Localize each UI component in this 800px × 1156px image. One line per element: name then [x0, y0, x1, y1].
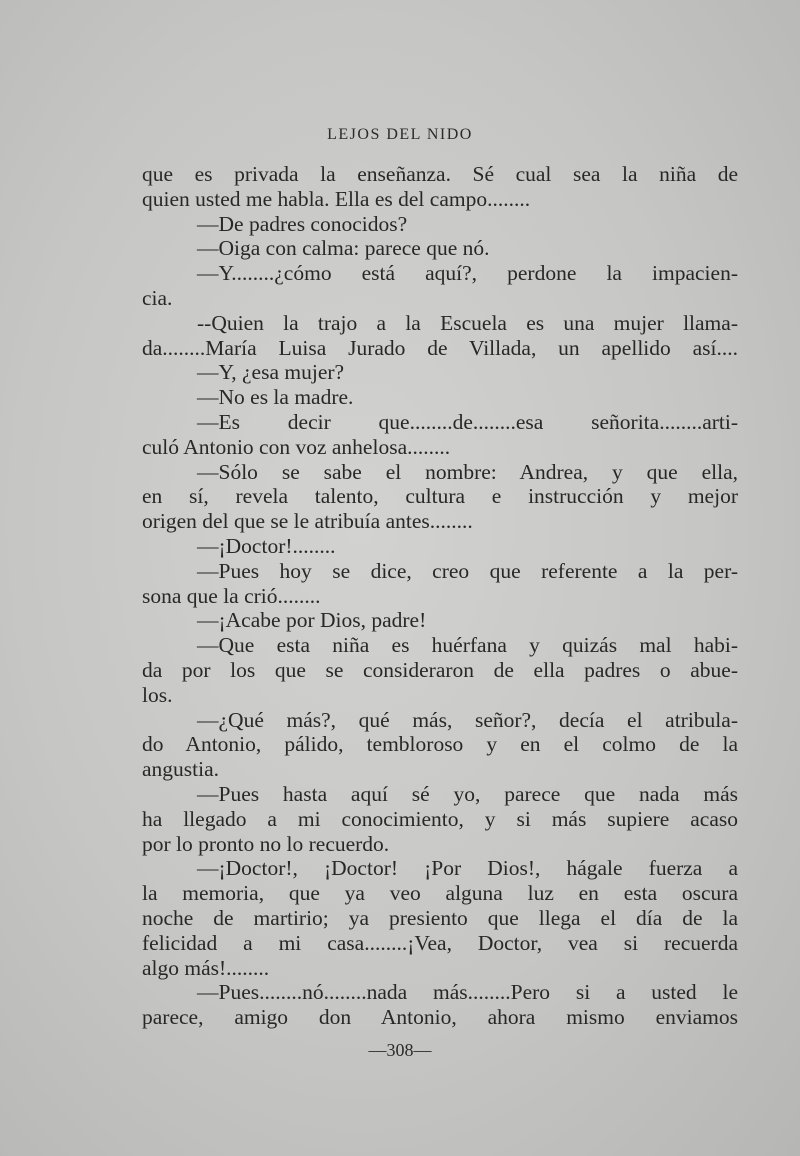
- text-line: —De padres conocidos?: [197, 211, 408, 236]
- text-line: —Y, ¿esa mujer?: [197, 360, 345, 385]
- text-line: —Y........¿cómo está aquí?, perdone la impacien-: [197, 261, 738, 286]
- text-line: noche de martirio; ya presiento que llega el día de la: [142, 905, 738, 930]
- text-line: algo más!........: [142, 955, 270, 980]
- text-line: —¡Doctor!........: [197, 533, 336, 558]
- text-line: da por los que se consideraron de ella padres o abue-: [142, 657, 738, 682]
- text-line: —¿Qué más?, qué más, señor?, decía el atribula-: [197, 707, 738, 732]
- text-line: —Oiga con calma: parece que nó.: [197, 236, 490, 261]
- text-line: —Es decir que........de........esa señorita........arti-: [197, 409, 738, 434]
- text-line: quien usted me habla. Ella es del campo........: [142, 186, 531, 211]
- text-line: origen del que se le atribuía antes........: [142, 509, 473, 534]
- text-line: —Pues hasta aquí sé yo, parece que nada más: [197, 781, 738, 806]
- text-line: da........María Luisa Jurado de Villada, un apellido así....: [142, 335, 738, 360]
- text-line: --Quien la trajo a la Escuela es una mujer llama-: [197, 310, 738, 335]
- text-line: —Que esta niña es huérfana y quizás mal habi-: [197, 633, 738, 658]
- text-line: cia.: [142, 285, 173, 310]
- text-line: —¡Doctor!, ¡Doctor! ¡Por Dios!, hágale fuerza a: [197, 856, 738, 881]
- text-line: la memoria, que ya veo alguna luz en esta oscura: [142, 881, 738, 906]
- text-line: do Antonio, pálido, tembloroso y en el colmo de la: [142, 732, 738, 757]
- page-number: —308—: [368, 1040, 432, 1060]
- text-line: ha llegado a mi conocimiento, y si más supiere acaso: [142, 806, 738, 831]
- text-line: parece, amigo don Antonio, ahora mismo enviamos: [142, 1005, 738, 1030]
- text-line: en sí, revela talento, cultura e instrucción y mejor: [142, 484, 738, 509]
- text-line: los.: [142, 682, 173, 707]
- text-line: angustia.: [142, 757, 220, 782]
- text-line: felicidad a mi casa........¡Vea, Doctor, vea si recuerda: [142, 930, 738, 955]
- text-line: —Sólo se sabe el nombre: Andrea, y que ella,: [197, 459, 738, 484]
- text-line: por lo pronto no lo recuerdo.: [142, 831, 390, 856]
- text-line: sona que la crió........: [142, 583, 321, 608]
- text-line: —No es la madre.: [197, 385, 354, 410]
- text-line: —Pues hoy se dice, creo que referente a la per-: [197, 558, 738, 583]
- text-line: —Pues........nó........nada más........Pero si a usted le: [197, 980, 738, 1005]
- body-text: [142, 162, 738, 1030]
- text-line: que es privada la enseñanza. Sé cual sea la niña de: [142, 162, 738, 186]
- text-line: culó Antonio con voz anhelosa........: [142, 434, 451, 459]
- text-line: —¡Acabe por Dios, padre!: [197, 608, 427, 633]
- running-title: LEJOS DEL NIDO: [327, 126, 473, 143]
